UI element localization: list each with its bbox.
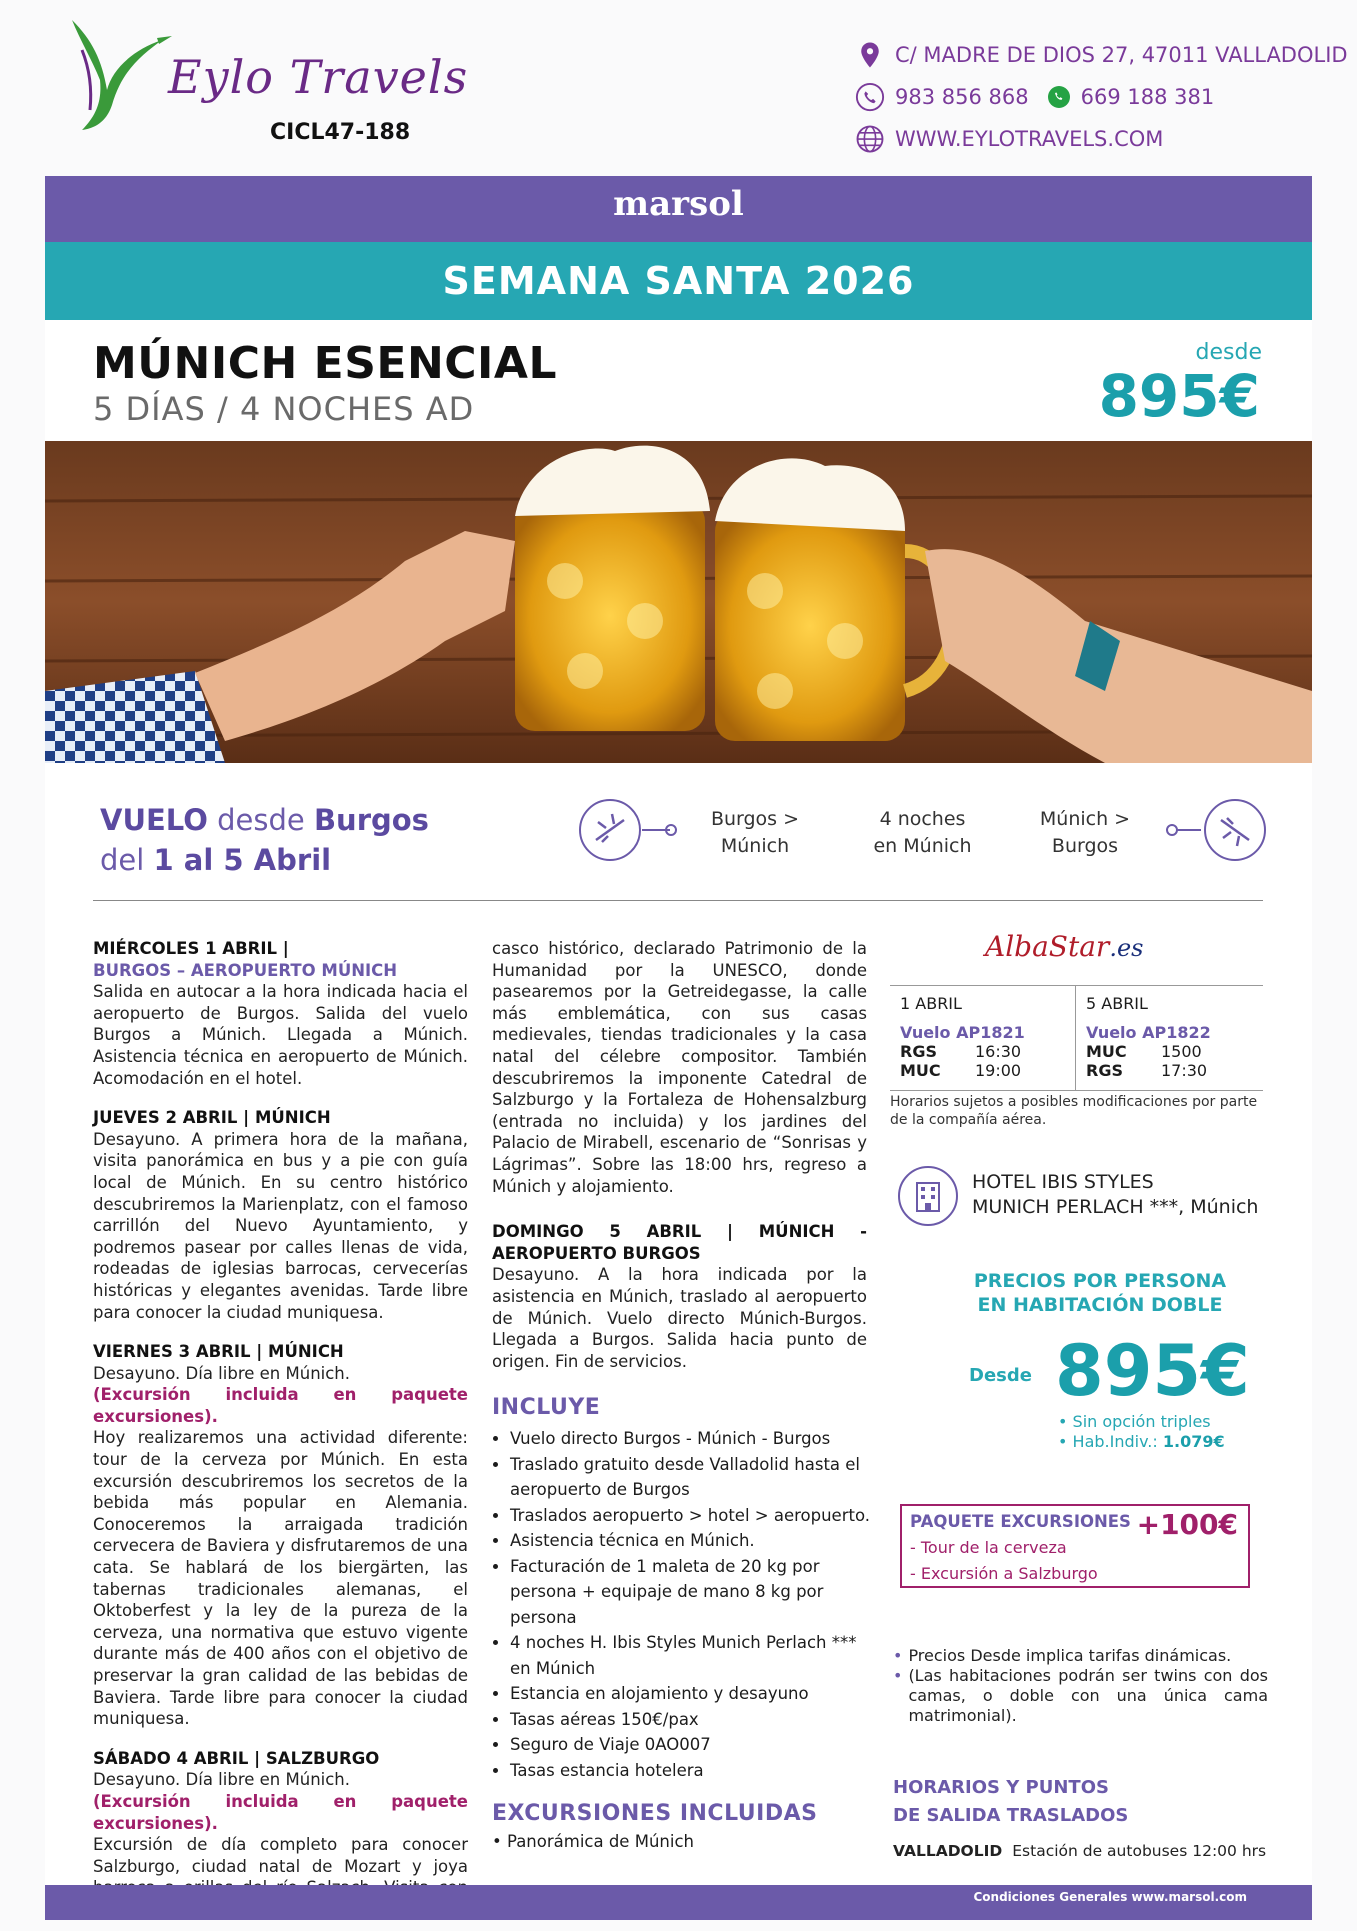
whatsapp-link[interactable]: 669 188 381 bbox=[1080, 85, 1215, 109]
includes-item: • Tasas estancia hotelera bbox=[510, 1758, 872, 1784]
route-step-outbound bbox=[700, 806, 810, 860]
day4-continued: casco histórico, declarado Patrimonio de la Humanidad por la UNESCO, donde pasearemos por la Getreidegasse, la calle más emblemática, con sus casas medievales, tiendas tradicionales y la casa natal del célebre compositor. También descubriremos la imponente Catedral de Salzburgo y la Fortaleza de Hohensalzburg (entrada no incluida) y los jardines del Palacio de Mirabell, escenario de “Sonrisas y Lágrimas”. Sobre las 18:00 hrs, regreso a Múnich y alojamiento. bbox=[492, 939, 867, 1196]
day2-title: JUEVES 2 ABRIL bbox=[93, 1108, 238, 1128]
return-flight-number: Vuelo AP1822 bbox=[1086, 1023, 1211, 1042]
includes-item: • Estancia en alojamiento y desayuno bbox=[510, 1681, 872, 1707]
includes-item: • Traslados aeropuerto > hotel > aeropuerto. bbox=[510, 1503, 872, 1529]
pricing-note1: Sin opción triples bbox=[1072, 1412, 1211, 1431]
route-step-stay-a: 4 noches bbox=[879, 808, 966, 830]
outbound-to-time: 19:00 bbox=[975, 1061, 1022, 1080]
airline-logo bbox=[985, 930, 1143, 963]
return-date: 5 ABRIL bbox=[1086, 994, 1148, 1013]
price-desde-label: desde bbox=[1195, 340, 1262, 365]
route-step-stay-b: en Múnich bbox=[873, 835, 972, 857]
website-link[interactable]: WWW.EYLOTRAVELS.COM bbox=[895, 127, 1164, 151]
package-title: PAQUETE EXCURSIONES bbox=[910, 1512, 1131, 1531]
logo-text: Eylo Travels bbox=[168, 50, 469, 104]
return-from: MUC bbox=[1086, 1042, 1127, 1061]
license-code: CICL47-188 bbox=[270, 120, 411, 145]
itinerary-column-2: casco histórico, declarado Patrimonio de la Humanidad por la UNESCO, donde pasearemos por la Getreidegasse, la calle más emblemática, con sus casas medievales, tiendas tradicionales y la casa natal del célebre compositor. También descubriremos la imponente Catedral de Salzburgo y la Fortaleza de Hohensalzburg (entrada no incluida) y los jardines del Palacio de Mirabell, escenario de “Sonrisas y Lágrimas”. Sobre las 18:00 hrs, regreso a Múnich y alojamiento. DOMINGO 5 ABRIL | MÚNICH - AEROPUERTO BURGOS Desayuno. A la hora indicada por la asistencia en Múnich, traslado al aeropuerto de Múnich. Vuelo directo Múnich-Burgos. Llegada a Burgos. Salida hacia punto de origen. Fin de servicios. bbox=[492, 939, 867, 1371]
day4-text: Excursión de día completo para conocer Salzburgo, ciudad natal de Mozart y joya bbox=[93, 1835, 468, 1876]
excursion-item-text: Panorámica de Múnich bbox=[506, 1832, 694, 1851]
price-headline: 895€ bbox=[1098, 362, 1260, 430]
return-to: RGS bbox=[1086, 1061, 1123, 1080]
beer-toast-photo bbox=[45, 441, 1312, 763]
trip-subtitle: 5 DÍAS / 4 NOCHES AD bbox=[93, 390, 475, 428]
day1-place: BURGOS – AEROPUERTO MÚNICH bbox=[93, 960, 398, 980]
outbound-to: MUC bbox=[900, 1061, 941, 1080]
season-banner: SEMANA SANTA 2026 bbox=[45, 242, 1312, 320]
airline-name: AlbaStar bbox=[985, 930, 1110, 963]
vuelo-desde: desde bbox=[207, 803, 314, 837]
day5-place: MÚNICH - AEROPUERTO BURGOS bbox=[492, 1222, 867, 1263]
globe-icon bbox=[855, 124, 885, 154]
plane-arrival-icon bbox=[1203, 798, 1267, 862]
day4-excursion-note: (Excursión incluida en paquete excursiones). bbox=[93, 1791, 468, 1833]
pricing-amount: 895€ bbox=[1055, 1330, 1250, 1412]
hotel-building-icon bbox=[897, 1165, 959, 1227]
outbound-date: 1 ABRIL bbox=[900, 994, 962, 1013]
return-from-time: 1500 bbox=[1161, 1042, 1202, 1061]
route-step-return-a: Múnich > bbox=[1039, 808, 1131, 830]
transfer-place: Estación de autobuses 12:00 hrs bbox=[1012, 1842, 1267, 1860]
brand-band bbox=[45, 176, 1312, 242]
transfer-city: VALLADOLID bbox=[893, 1842, 1003, 1860]
vuelo-del: del bbox=[100, 843, 154, 877]
address-text: C/ MADRE DE DIOS 27, 47011 VALLADOLID bbox=[895, 43, 1348, 67]
package-item: - Tour de la cerveza bbox=[910, 1538, 1067, 1557]
excursion-package-box bbox=[900, 1504, 1250, 1588]
flight-summary bbox=[100, 800, 429, 880]
vuelo-origin: Burgos bbox=[313, 803, 429, 837]
package-price: +100€ bbox=[1136, 1508, 1238, 1541]
hotel-line2: MUNICH PERLACH ***, Múnich bbox=[972, 1196, 1259, 1218]
route-step-return bbox=[1030, 806, 1140, 860]
route-step-outbound-a: Burgos > bbox=[710, 808, 800, 830]
day4-place: SALZBURGO bbox=[265, 1748, 380, 1768]
day3-pre: Desayuno. Día libre en Múnich. bbox=[93, 1363, 351, 1383]
day2-place: MÚNICH bbox=[254, 1108, 331, 1128]
vuelo-label: VUELO bbox=[100, 803, 208, 837]
website-line bbox=[855, 124, 1163, 154]
excursion-item: • Panorámica de Múnich bbox=[492, 1832, 694, 1851]
trip-title: MÚNICH ESENCIAL bbox=[93, 338, 558, 389]
day4-pre: Desayuno. Día libre en Múnich. bbox=[93, 1770, 351, 1790]
outbound-from: RGS bbox=[900, 1042, 937, 1061]
phone-link[interactable]: 983 856 868 bbox=[895, 85, 1029, 109]
condition-item: Precios Desde implica tarifas dinámicas. bbox=[908, 1646, 1232, 1665]
flight-return bbox=[1076, 986, 1263, 1090]
day1-title: MIÉRCOLES 1 ABRIL bbox=[93, 939, 278, 958]
itinerary-column-1: MIÉRCOLES 1 ABRIL | BURGOS – AEROPUERTO MÚNICH Salida en autocar a la hora indicada hacia el aeropuerto de Burgos. Salida del vuelo Burgos a Múnich. Llegada a Múnich. Asistencia técnica en aeropuerto de Múnich. Acomodación en el hotel. JUEVES 2 ABRIL | MÚNICH Desayuno. A primera hora de la mañana, visita panorámica en bus y a pie con guía local de Múnich. En su centro histórico descubriremos la Marienplatz, con el famoso carrillón del Nuevo Ayuntamiento, y podremos pasear por calles llenas de vida, rodeadas de iglesias barrocas, cervecerías históricas y elegantes avenidas. Tarde libre para conocer la ciudad muniquesa. VIERNES 3 ABRIL | MÚNICH Desayuno. Día libre en Múnich. (Excursión incluida en paquete excursiones). Hoy realizaremos una actividad diferente: tour de la cerveza por Múnich. En esta excursión descubriremos los secretos de la bebida más popular en Alemania. Conoceremos la arraigada tradición cervecera de Baviera y disfrutaremos de una cata. Se hablará de los biergärten, las tabernas tradicionales alemanas, el Oktoberfest y la ley de la pureza de la cerveza, una normativa que estuvo vigente durante más de 400 años con el objetivo de preservar la gran calidad de las bebidas de Baviera. Tarde libre para conocer la ciudad muniquesa. SÁBADO 4 ABRIL | SALZBURGO Desayuno. Día libre en Múnich. (Excursión incluida en paquete excursiones). Excursión de día completo para conocer Salzburgo, ciudad natal de Mozart y joya bbox=[93, 938, 468, 1931]
includes-title: INCLUYE bbox=[492, 1395, 601, 1420]
pricing-heading1: PRECIOS POR PERSONA bbox=[973, 1270, 1227, 1292]
pricing-heading2: EN HABITACIÓN DOBLE bbox=[977, 1294, 1223, 1316]
route-step-outbound-b: Múnich bbox=[720, 835, 790, 857]
pricing-note2-label: Hab.Indiv.: bbox=[1072, 1432, 1163, 1451]
includes-item: • Traslado gratuito desde Valladolid hasta el aeropuerto de Burgos bbox=[510, 1452, 872, 1503]
transfers-title1: HORARIOS Y PUNTOS bbox=[893, 1777, 1109, 1798]
marsol-logo: marsol bbox=[613, 184, 744, 224]
phone-line bbox=[855, 82, 1214, 112]
includes-item: • Tasas aéreas 150€/pax bbox=[510, 1707, 872, 1733]
pricing-notes: • Sin opción triples • Hab.Indiv.: 1.079€ bbox=[1058, 1412, 1225, 1451]
includes-item: • Asistencia técnica en Múnich. bbox=[510, 1528, 872, 1554]
includes-item: • Vuelo directo Burgos - Múnich - Burgos bbox=[510, 1426, 872, 1452]
includes-item: • Facturación de 1 maleta de 20 kg por persona + equipaje de mano 8 kg por persona bbox=[510, 1554, 872, 1631]
plane-departure-icon bbox=[578, 798, 642, 862]
flight-table bbox=[890, 985, 1263, 1091]
transfer-row bbox=[893, 1842, 1266, 1860]
airline-domain: .es bbox=[1109, 934, 1144, 962]
condition-item: (Las habitaciones podrán ser twins con dos camas, o doble con una única cama matrimonial). bbox=[908, 1666, 1268, 1725]
location-pin-icon bbox=[855, 40, 885, 70]
includes-list bbox=[492, 1426, 872, 1783]
footer-conditions-link[interactable]: Condiciones Generales www.marsol.com bbox=[973, 1890, 1247, 1904]
pricing-note2-value: 1.079€ bbox=[1162, 1432, 1225, 1451]
includes-item: • 4 noches H. Ibis Styles Munich Perlach *** en Múnich bbox=[510, 1630, 872, 1681]
flight-outbound bbox=[890, 986, 1076, 1090]
day3-place: MÚNICH bbox=[268, 1342, 344, 1362]
package-item: - Excursión a Salzburgo bbox=[910, 1564, 1098, 1583]
route-step-return-b: Burgos bbox=[1051, 835, 1119, 857]
whatsapp-icon bbox=[1047, 85, 1071, 109]
address-line bbox=[855, 40, 1348, 70]
transfers-title2: DE SALIDA TRASLADOS bbox=[893, 1805, 1129, 1826]
route-connector-icon bbox=[642, 822, 678, 838]
divider bbox=[93, 900, 1263, 901]
vuelo-dates: 1 al 5 Abril bbox=[153, 843, 332, 877]
route-connector-icon bbox=[1165, 822, 1201, 838]
day1-text: Salida en autocar a la hora indicada hacia el aeropuerto de Burgos. Salida del vuelo Burgos a Múnich. Llegada a Múnich. Asistencia técnica en aeropuerto de Múnich. Acomodación en el hotel. bbox=[93, 982, 468, 1088]
includes-item: • Seguro de Viaje 0AO007 bbox=[510, 1732, 872, 1758]
return-to-time: 17:30 bbox=[1161, 1061, 1208, 1080]
includes-section bbox=[492, 1395, 872, 1851]
outbound-from-time: 16:30 bbox=[975, 1042, 1022, 1061]
day4-title: SÁBADO 4 ABRIL bbox=[93, 1748, 249, 1768]
day3-excursion-note: (Excursión incluida en paquete excursiones). bbox=[93, 1385, 468, 1426]
day5-text: Desayuno. A la hora indicada por la asistencia en Múnich, traslado al aeropuerto de Múnich. Vuelo directo Múnich-Burgos. Llegada a Burgos. Salida hacia punto de origen. Fin de servicios. bbox=[492, 1265, 867, 1371]
conditions-list: • Precios Desde implica tarifas dinámicas. • (Las habitaciones podrán ser twins con dos camas, o doble con una única cama matrimonial). bbox=[893, 1646, 1268, 1725]
hotel-name bbox=[972, 1170, 1258, 1220]
pricing-heading bbox=[900, 1269, 1300, 1317]
excursions-title: EXCURSIONES INCLUIDAS bbox=[492, 1801, 818, 1826]
route-step-stay bbox=[860, 806, 985, 860]
outbound-flight-number: Vuelo AP1821 bbox=[900, 1023, 1025, 1042]
day3-text: Hoy realizaremos una actividad diferente: tour de la cerveza por Múnich. En esta excursión descubriremos los secretos de la bebida más popular en Alemania. Conoceremos la arraigada tradición cervecera de Baviera y disfrutaremos de una cata. Se hablará de los biergärten, las tabernas tradicionales alemanas, el Oktoberfest y la ley de la pureza de la cerveza, una normativa que estuvo vigente durante más de 400 años con el objetivo de preservar la gran calidad de las bebidas de Baviera. Tarde libre para conocer la ciudad muniquesa. bbox=[93, 1428, 468, 1729]
day5-title: DOMINGO 5 ABRIL bbox=[492, 1222, 702, 1242]
phone-icon bbox=[855, 82, 885, 112]
day3-title: VIERNES 3 ABRIL bbox=[93, 1342, 251, 1362]
transfers-heading bbox=[893, 1774, 1128, 1830]
hummingbird-logo-icon bbox=[62, 10, 172, 130]
pricing-desde: Desde bbox=[969, 1365, 1032, 1386]
day2-text: Desayuno. A primera hora de la mañana, visita panorámica en bus y a pie con guía local de Múnich. En su centro histórico descubriremos la Marienplatz, con el famoso carrillón del Nuevo Ayuntamiento, y podremos pasear por calles llenas de vida, rodeadas de iglesias barrocas, cervecerías históricas y elegantes avenidas. Tarde libre para conocer la ciudad muniquesa. bbox=[93, 1129, 468, 1322]
hotel-line1: HOTEL IBIS STYLES bbox=[972, 1171, 1154, 1193]
flight-note: Horarios sujetos a posibles modificaciones por parte de la compañía aérea. bbox=[890, 1094, 1258, 1128]
